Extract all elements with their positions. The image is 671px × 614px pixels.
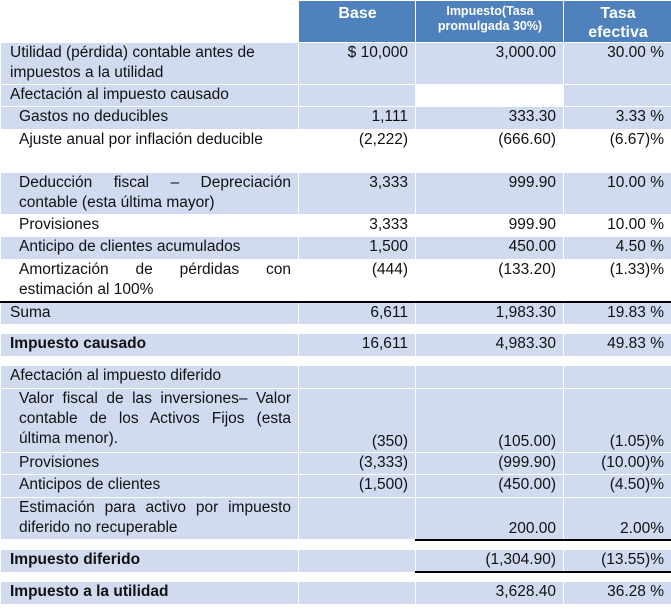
row-provisiones — [1, 215, 671, 237]
cell-impuesto: 1,983.30 — [416, 302, 564, 325]
row-label: Deducción fiscal – Depreciación contable (esta última mayor) — [1, 173, 299, 215]
cell-tasa: (4.50)% — [564, 475, 671, 498]
header-concept — [1, 1, 299, 43]
spacer-row — [1, 325, 671, 334]
cell-base: 1,111 — [299, 107, 416, 130]
row-label: Estimación para activo por impuesto diferido no recuperable — [1, 498, 299, 540]
row-label: Gastos no deducibles — [1, 107, 299, 130]
cell-tasa: 10.00 % — [564, 215, 671, 237]
row-label: Provisiones — [1, 215, 299, 237]
cell-base: $ 10,000 — [299, 43, 416, 85]
row-label: Suma — [1, 302, 299, 325]
cell-base: 3,333 — [299, 215, 416, 237]
section-label: Afectación al impuesto diferido — [1, 366, 299, 389]
row-label: Anticipo de clientes acumulados — [1, 237, 299, 260]
cell-base: (2,222) — [299, 130, 416, 173]
section-label: Afectación al impuesto causado — [1, 85, 299, 107]
header-impuesto: Impuesto(Tasa promulgada 30%) — [416, 1, 564, 43]
cell-base: 1,500 — [299, 237, 416, 260]
cell-tasa: (6.67)% — [564, 130, 671, 173]
row-label: Amortización de pérdidas con estimación al 100% — [1, 260, 299, 302]
cell-impuesto: 3,000.00 — [416, 43, 564, 85]
cell-impuesto: (105.00) — [416, 389, 564, 453]
cell-impuesto: (666.60) — [416, 130, 564, 173]
cell-tasa: (1.05)% — [564, 389, 671, 453]
row-impuesto-utilidad — [1, 582, 671, 605]
cell-base: (350) — [299, 389, 416, 453]
cell-tasa: 30.00 % — [564, 43, 671, 85]
row-deduccion — [1, 173, 671, 215]
header-base: Base — [299, 1, 416, 43]
cell-base — [299, 498, 416, 540]
cell-tasa: (1.33)% — [564, 260, 671, 302]
row-label: Impuesto a la utilidad — [1, 582, 299, 605]
row-afectacion-diferido — [1, 366, 671, 389]
cell-tasa: 4.50 % — [564, 237, 671, 260]
cell-base — [299, 549, 416, 572]
cell-impuesto: (133.20) — [416, 260, 564, 302]
row-provisiones-diferido — [1, 453, 671, 475]
spacer-row — [1, 572, 671, 582]
cell-impuesto: (450.00) — [416, 475, 564, 498]
header-tasa: Tasa efectiva — [564, 1, 671, 43]
cell-impuesto: (1,304.90) — [416, 549, 564, 572]
cell-impuesto: 3,628.40 — [416, 582, 564, 605]
cell-tasa: 19.83 % — [564, 302, 671, 325]
row-amortizacion — [1, 260, 671, 302]
cell-base: 16,611 — [299, 334, 416, 357]
row-label: Anticipos de clientes — [1, 475, 299, 498]
row-impuesto-causado — [1, 334, 671, 357]
cell-impuesto: 999.90 — [416, 173, 564, 215]
row-label: Impuesto causado — [1, 334, 299, 357]
cell-tasa: 3.33 % — [564, 107, 671, 130]
cell-tasa: (10.00)% — [564, 453, 671, 475]
row-impuesto-diferido — [1, 549, 671, 572]
row-suma — [1, 302, 671, 325]
cell-base: 6,611 — [299, 302, 416, 325]
row-label: Provisiones — [1, 453, 299, 475]
row-utilidad — [1, 43, 671, 85]
cell-impuesto: 999.90 — [416, 215, 564, 237]
row-label: Valor fiscal de las inversiones– Valor contable de los Activos Fijos (esta última menor). — [1, 389, 299, 453]
cell-impuesto: 200.00 — [416, 498, 564, 540]
cell-tasa: 49.83 % — [564, 334, 671, 357]
row-afectacion-causado — [1, 85, 671, 107]
cell-tasa: 36.28 % — [564, 582, 671, 605]
header-row — [1, 1, 671, 43]
spacer-row — [1, 357, 671, 366]
row-gastos — [1, 107, 671, 130]
cell-impuesto: (999.90) — [416, 453, 564, 475]
cell-tasa: 2.00% — [564, 498, 671, 540]
cell-base — [299, 582, 416, 605]
cell-base: (444) — [299, 260, 416, 302]
row-estimacion — [1, 498, 671, 540]
row-label: Impuesto diferido — [1, 549, 299, 572]
row-label: Utilidad (pérdida) contable antes de impuestos a la utilidad — [1, 43, 299, 85]
spacer-row — [1, 540, 671, 550]
cell-base: 3,333 — [299, 173, 416, 215]
cell-impuesto: 4,983.30 — [416, 334, 564, 357]
row-anticipo — [1, 237, 671, 260]
cell-tasa: (13.55)% — [564, 549, 671, 572]
cell-impuesto: 450.00 — [416, 237, 564, 260]
row-ajuste — [1, 130, 671, 173]
cell-base: (1,500) — [299, 475, 416, 498]
row-label: Ajuste anual por inflación deducible — [1, 130, 299, 173]
cell-tasa: 10.00 % — [564, 173, 671, 215]
row-anticipos-diferido — [1, 475, 671, 498]
row-valor-fiscal — [1, 389, 671, 453]
cell-impuesto: 333.30 — [416, 107, 564, 130]
cell-base: (3,333) — [299, 453, 416, 475]
